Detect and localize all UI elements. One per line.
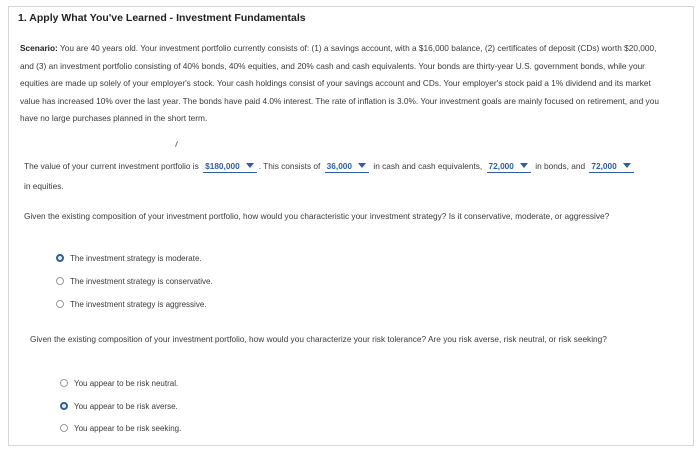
chevron-down-icon bbox=[358, 163, 366, 168]
chevron-down-icon bbox=[520, 163, 528, 168]
portfolio-text-4: in bonds, and bbox=[535, 161, 586, 171]
radio-unselected-icon[interactable] bbox=[60, 379, 68, 387]
question-2-option-risk-averse[interactable] bbox=[60, 399, 178, 413]
option-label: You appear to be risk seeking. bbox=[74, 423, 182, 433]
bonds-value-selected: 72,000 bbox=[488, 161, 514, 171]
question-2-option-risk-neutral[interactable] bbox=[60, 376, 178, 390]
option-label: The investment strategy is aggressive. bbox=[70, 299, 207, 309]
portfolio-text-5: in equities. bbox=[24, 181, 64, 191]
radio-unselected-icon[interactable] bbox=[56, 300, 64, 308]
portfolio-values-sentence bbox=[24, 156, 644, 196]
question-1-option-conservative[interactable] bbox=[56, 274, 213, 288]
equities-value-dropdown[interactable] bbox=[589, 160, 633, 173]
question-1-option-aggressive[interactable] bbox=[56, 297, 207, 311]
bonds-value-dropdown[interactable] bbox=[487, 160, 531, 173]
radio-selected-icon[interactable] bbox=[56, 254, 64, 262]
radio-unselected-icon[interactable] bbox=[56, 277, 64, 285]
page-title: 1. Apply What You've Learned - Investment Fundamentals bbox=[18, 12, 306, 24]
cash-value-dropdown[interactable] bbox=[325, 160, 369, 173]
chevron-down-icon bbox=[623, 163, 631, 168]
portfolio-text-2: . This consists of bbox=[258, 161, 321, 171]
chevron-down-icon bbox=[246, 163, 254, 168]
total-value-dropdown[interactable] bbox=[203, 160, 257, 173]
option-label: The investment strategy is conservative. bbox=[70, 276, 213, 286]
total-value-selected: $180,000 bbox=[205, 161, 240, 171]
option-label: The investment strategy is moderate. bbox=[70, 253, 202, 263]
option-label: You appear to be risk averse. bbox=[74, 401, 178, 411]
option-label: You appear to be risk neutral. bbox=[74, 378, 179, 388]
cash-value-selected: 36,000 bbox=[326, 161, 353, 171]
scenario-paragraph bbox=[20, 40, 660, 128]
portfolio-text-3: in cash and cash equivalents, bbox=[373, 161, 483, 171]
question-2-text: Given the existing composition of your investment portfolio, how would you characterize your risk tolerance? Are you risk averse, risk neutral, or risk seeking? bbox=[30, 334, 607, 344]
scenario-text: You are 40 years old. Your investment portfolio currently consists of: (1) a savings account, with a $16,000 balance, (2) certificates of deposit (CDs) worth $20,000, and (3) an investment portfolio consisting of 40% bonds, 40% equities, and 20% cash and cash equivalents. Your bonds are thirty-year U.S. government bonds, while your equities are made up solely of your employer's stock. Your cash holdings consist of your savings account and CDs. Your employer's stock paid a 1% dividend and its market value has increased 10% over the last year. The bonds have paid 4.0% interest. The rate of inflation is 3.0%. Your investment goals are mainly focused on retirement, and you have no large purchases planned in the short term. bbox=[20, 43, 659, 123]
portfolio-text-1: The value of your current investment portfolio is bbox=[24, 161, 199, 171]
question-2-option-risk-seeking[interactable] bbox=[60, 421, 181, 435]
scenario-label: Scenario: bbox=[20, 43, 58, 53]
question-1-option-moderate[interactable] bbox=[56, 251, 202, 265]
radio-unselected-icon[interactable] bbox=[60, 424, 68, 432]
equities-value-selected: 72,000 bbox=[591, 161, 617, 171]
radio-selected-icon[interactable] bbox=[60, 402, 68, 410]
question-1-text: Given the existing composition of your investment portfolio, how would you characteristic your investment strategy? Is it conservative, moderate, or aggressive? bbox=[24, 211, 610, 221]
